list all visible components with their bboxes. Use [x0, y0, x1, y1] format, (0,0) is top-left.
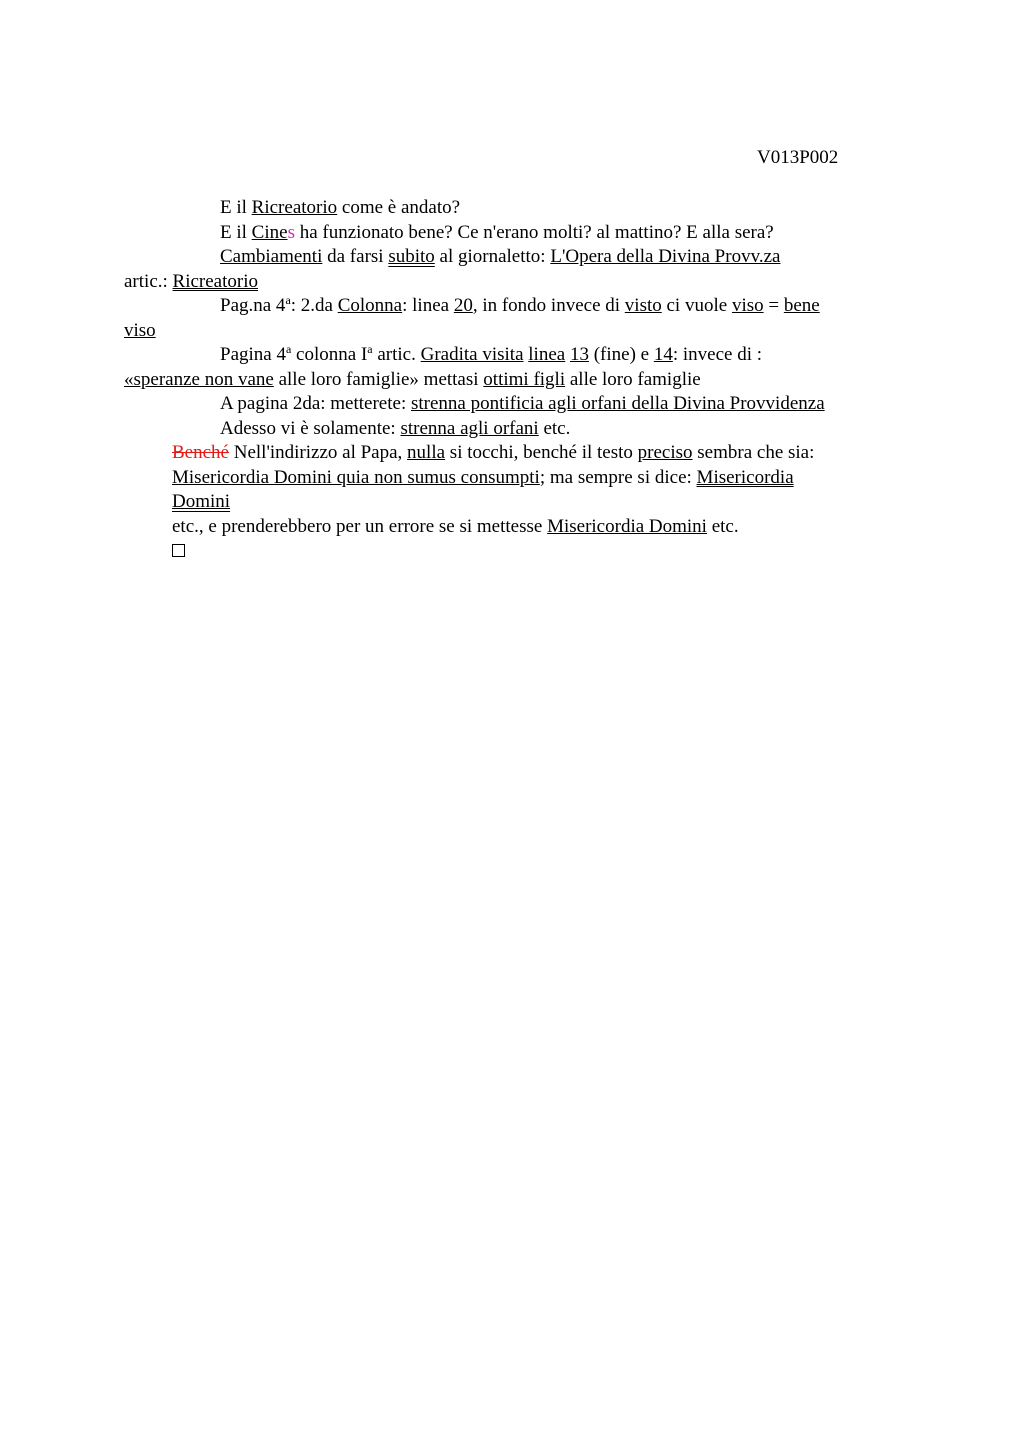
line-indirizzo-papa: Benché Nell'indirizzo al Papa, nulla si tocchi, benché il testo preciso sembra che sia: Misericordia Domini quia non sumus consumpti; ma sempre si dice: Misericordia Domini: [172, 442, 815, 512]
inserted-letter: s: [287, 221, 295, 243]
line-pagina-4-col-1: Pagina 4$^a$ colonna $I^a$ artic. Gradita visita linea 13 (fine) e 14: invece di : «speranze non vane alle loro famiglie» mettasi ottimi figli alle loro famiglie: [124, 342, 763, 390]
line-errore: etc., e prenderebbero per un errore se si mettesse Misericordia Domini etc.: [172, 515, 739, 537]
deleted-word: Benché: [172, 442, 229, 463]
line-ricreatorio: E il Ricreatorio come è andato?: [220, 197, 461, 218]
line-adesso: Adesso vi è solamente: strenna agli orfani etc.: [220, 417, 571, 439]
empty-checkbox-icon: [172, 539, 884, 565]
page-id: V013P002: [757, 147, 839, 168]
line-pagina-2da: A pagina 2da: metterete: strenna pontificia agli orfani della Divina Provvidenza: [220, 393, 825, 414]
newspaper-title: L'Opera della Divina Provv.za: [550, 246, 781, 267]
line-cines: E il Cines ha funzionato bene? Ce n'erano molti? al mattino? E alla sera?: [220, 221, 774, 243]
underlined-cine: Cine: [251, 221, 288, 243]
line-pagina-4-col-2: Pag.na 4$^a$: 2.da Colonna: linea 20, in fondo invece di visto ci vuole viso = bene viso: [124, 293, 820, 341]
underlined-ricreatorio: Ricreatorio: [251, 197, 338, 218]
letter-body: [124, 196, 884, 565]
line-cambiamenti: Cambiamenti da farsi subito al giornaletto: L'Opera della Divina Provv.za artic.: Ricreatorio: [124, 246, 781, 292]
